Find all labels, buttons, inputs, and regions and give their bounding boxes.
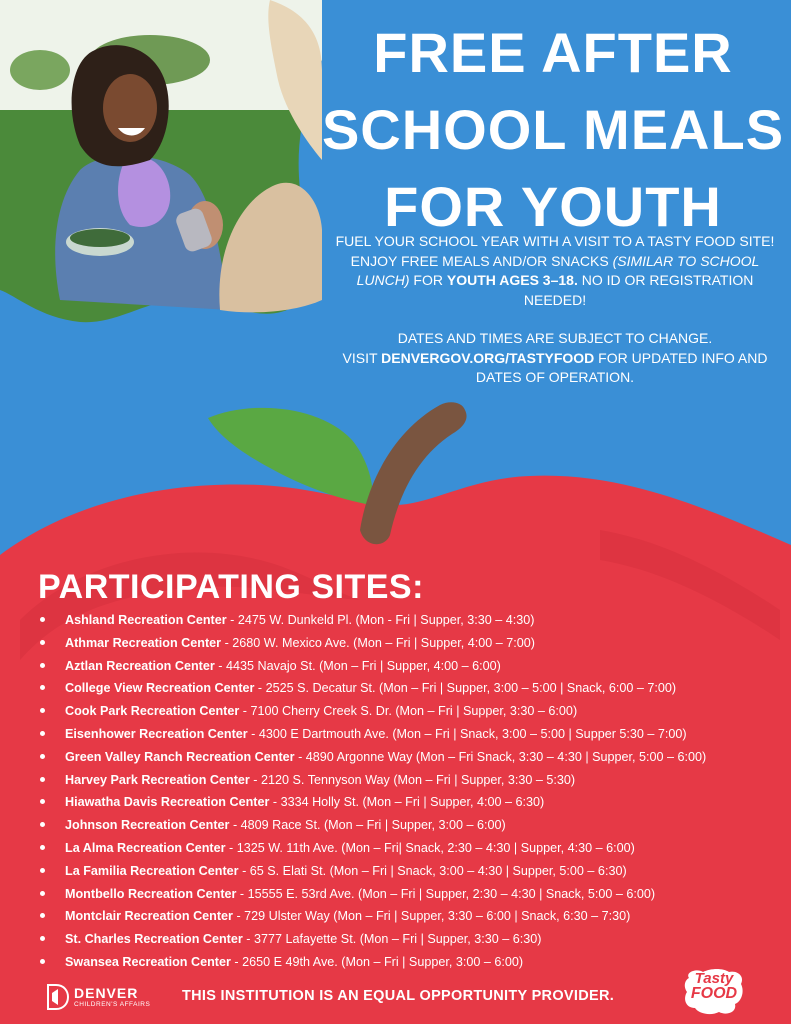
site-name: La Familia Recreation Center <box>65 863 239 878</box>
tasty-logo-line-1: Tasty <box>694 970 734 987</box>
intro-dates-note: DATES AND TIMES ARE SUBJECT TO CHANGE. <box>397 330 713 346</box>
intro-line-1: FUEL YOUR SCHOOL YEAR WITH A VISIT TO A TASTY FOOD SITE! <box>335 233 775 249</box>
site-item <box>38 863 778 886</box>
sites-title: PARTICIPATING SITES: <box>38 568 424 606</box>
site-details: - 4300 E Dartmouth Ave. (Mon – Fri | Snack, 3:00 – 5:00 | Supper 5:30 – 7:00) <box>247 726 687 741</box>
denver-d-icon <box>46 983 70 1011</box>
site-name: Cook Park Recreation Center <box>65 704 240 719</box>
denver-logo-sub: CHILDREN'S AFFAIRS <box>74 1001 151 1008</box>
site-name: Swansea Recreation Center <box>65 954 231 969</box>
site-name: Ashland Recreation Center <box>65 613 227 627</box>
site-item <box>38 658 778 681</box>
headline-line-3: FOR YOUTH <box>384 175 722 238</box>
bullet-icon <box>40 685 45 690</box>
site-details: - 15555 E. 53rd Ave. (Mon – Fri | Supper, 2:30 – 4:30 | Snack, 5:00 – 6:00) <box>236 886 656 901</box>
intro-italic: (SIMILAR TO SCHOOL LUNCH) <box>356 252 760 288</box>
bullet-icon <box>40 640 45 645</box>
site-details: - 4890 Argonne Way (Mon – Fri Snack, 3:30 – 4:30 | Supper, 5:00 – 6:00) <box>294 749 707 764</box>
site-details: - 1325 W. 11th Ave. (Mon – Fri| Snack, 2:30 – 4:30 | Supper, 4:30 – 6:00) <box>225 840 635 855</box>
site-name: Green Valley Ranch Recreation Center <box>65 749 295 764</box>
site-item <box>38 908 778 931</box>
tastyfood-url[interactable]: DENVERGOV.ORG/TASTYFOOD <box>381 349 595 366</box>
bullet-icon <box>40 799 45 804</box>
site-name: St. Charles Recreation Center <box>65 932 243 947</box>
headline <box>318 14 788 245</box>
bullet-icon <box>40 959 45 964</box>
site-item <box>38 886 778 909</box>
site-details: - 2525 S. Decatur St. (Mon – Fri | Supper, 3:00 – 5:00 | Snack, 6:00 – 7:00) <box>254 681 677 696</box>
bullet-icon <box>40 822 45 827</box>
site-item <box>38 612 778 635</box>
site-name: Montbello Recreation Center <box>65 886 237 901</box>
site-item <box>38 635 778 658</box>
site-item <box>38 680 778 703</box>
bullet-icon <box>40 708 45 713</box>
site-details: - 4809 Race St. (Mon – Fri | Supper, 3:00 – 6:00) <box>229 818 506 833</box>
site-details: - 2120 S. Tennyson Way (Mon – Fri | Supper, 3:30 – 5:30) <box>249 772 576 787</box>
site-item <box>38 794 778 817</box>
site-item <box>38 703 778 726</box>
site-details: - 2650 E 49th Ave. (Mon – Fri | Supper, 3:00 – 6:00) <box>230 954 524 969</box>
headline-line-2: SCHOOL MEALS <box>321 98 785 161</box>
bullet-icon <box>40 891 45 896</box>
denver-childrens-affairs-logo <box>46 983 151 1016</box>
bullet-icon <box>40 731 45 736</box>
tasty-food-logo <box>683 968 745 1016</box>
site-item <box>38 772 778 795</box>
site-item <box>38 954 778 977</box>
headline-line-1: FREE AFTER <box>373 21 733 84</box>
site-details: - 729 Ulster Way (Mon – Fri | Supper, 3:30 – 6:00 | Snack, 6:30 – 7:30) <box>232 909 631 924</box>
site-details: - 2475 W. Dunkeld Pl. (Mon - Fri | Supper, 3:30 – 4:30) <box>226 613 535 627</box>
site-item <box>38 817 778 840</box>
site-details: - 4435 Navajo St. (Mon – Fri | Supper, 4:00 – 6:00) <box>214 658 501 673</box>
bullet-icon <box>40 663 45 668</box>
intro-visit: VISIT DENVERGOV.ORG/TASTYFOOD FOR UPDATED INFO AND DATES OF OPERATION. <box>342 349 768 385</box>
bullet-icon <box>40 868 45 873</box>
site-name: Johnson Recreation Center <box>65 818 230 833</box>
site-name: Eisenhower Recreation Center <box>65 726 248 741</box>
bullet-icon <box>40 845 45 850</box>
site-details: - 3777 Lafayette St. (Mon – Fri | Supper, 3:30 – 6:30) <box>242 932 542 947</box>
site-details: - 65 S. Elati St. (Mon – Fri | Snack, 3:00 – 4:30 | Supper, 5:00 – 6:30) <box>238 863 627 878</box>
site-name: La Alma Recreation Center <box>65 840 226 855</box>
site-item <box>38 726 778 749</box>
bullet-icon <box>40 617 45 622</box>
site-details: - 2680 W. Mexico Ave. (Mon – Fri | Supper, 4:00 – 7:00) <box>221 635 535 650</box>
bullet-icon <box>40 754 45 759</box>
site-item <box>38 749 778 772</box>
intro-ages: YOUTH AGES 3–18. <box>446 272 578 288</box>
site-name: Athmar Recreation Center <box>65 635 222 650</box>
bullet-icon <box>40 777 45 782</box>
equal-opportunity-statement: THIS INSTITUTION IS AN EQUAL OPPORTUNITY PROVIDER. <box>182 988 615 1004</box>
intro-text <box>330 232 780 388</box>
site-name: Hiawatha Davis Recreation Center <box>65 795 270 810</box>
site-details: - 7100 Cherry Creek S. Dr. (Mon – Fri | Supper, 3:30 – 6:00) <box>239 704 578 719</box>
bullet-icon <box>40 913 45 918</box>
tasty-logo-line-2: FOOD <box>690 985 738 1002</box>
sites-list <box>38 612 778 977</box>
denver-logo-name: DENVER <box>74 985 139 1001</box>
intro-line-2: ENJOY FREE MEALS AND/OR SNACKS (SIMILAR TO SCHOOL LUNCH) FOR YOUTH AGES 3–18. NO ID OR REGISTRATION NEEDED! <box>350 252 760 308</box>
site-item <box>38 840 778 863</box>
site-details: - 3334 Holly St. (Mon – Fri | Supper, 4:00 – 6:30) <box>269 795 545 810</box>
site-name: Montclair Recreation Center <box>65 909 233 924</box>
site-item <box>38 931 778 954</box>
site-name: College View Recreation Center <box>65 681 255 696</box>
site-name: Harvey Park Recreation Center <box>65 772 250 787</box>
bullet-icon <box>40 936 45 941</box>
site-name: Aztlan Recreation Center <box>65 658 215 673</box>
